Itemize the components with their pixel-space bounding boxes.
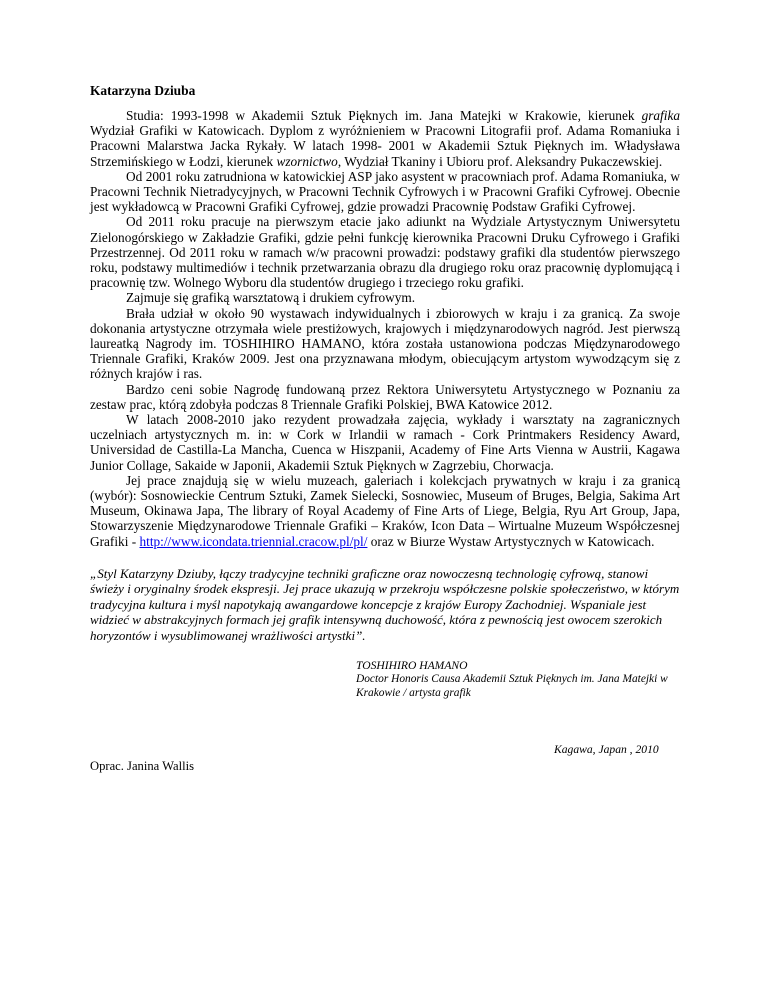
paragraph-text: Od 2011 roku pracuje na pierwszym etacie jako adiunkt na Wydziale Artystycznym Uniwersytetu Zielonogórskiego w Zakładzie Grafiki, gdzie pełni funkcję kierownika Pracowni Druku Cyfrowego i Grafiki Przestrzennej. Od 2011 roku w ramach w/w pracowni prowadzi: podstawy grafiki dla studentów pierwszego roku, podstawy multimediów i technik przetwarzania obrazu dla drugiego roku oraz pracownię dyplomującą i pracownię tzw. Wolnego Wyboru dla studentów drugiego i trzeciego roku grafiki. bbox=[90, 214, 680, 291]
body-paragraph bbox=[90, 382, 680, 412]
body-paragraph bbox=[90, 108, 680, 169]
body-paragraph bbox=[90, 473, 680, 549]
paragraph-text: Studia: 1993-1998 w Akademii Sztuk Pięknych im. Jana Matejki w Krakowie, kierunek bbox=[126, 108, 642, 123]
body-paragraph bbox=[90, 306, 680, 382]
collection-link[interactable]: http://www.icondata.triennial.cracow.pl/pl/ bbox=[139, 533, 368, 549]
italic-term: wzornictwo bbox=[276, 153, 338, 169]
body-paragraph bbox=[90, 214, 680, 290]
paragraph-text: , Wydział Tkaniny i Ubioru prof. Aleksandry Pukaczewskiej. bbox=[337, 153, 663, 169]
paragraph-text: Wydział Grafiki w Katowicach. Dyplom z wyróżnieniem w Pracowni Litografii prof. Adama Romaniuka i Pracowni Malarstwa Jacka Rykały. W latach 1998- 2001 w Akademii Sztuk Pięknych im. Władysława Strzemińskiego w Łodzi, kierunek bbox=[90, 123, 680, 169]
quote-text: „Styl Katarzyny Dziuby, łączy tradycyjne techniki graficzne oraz nowoczesną technologię cyfrową, stanowi świeży i oryginalny środek ekspresji. Jej prace ukazują w przekroju współczesne polskie społeczeństwo, w którym tradycyjna kultura i myśl napotykają awangardowe koncepcje z krajów Europy Zachodniej. Wspaniale jest widzieć w abstrakcyjnych formach jej grafik intensywną duchowość, która z pewnością jest owocem szerokich horyzontów i wysublimowanej wrażliwości artystki”. bbox=[90, 565, 680, 643]
biography-body bbox=[90, 108, 680, 549]
place-date: Kagawa, Japan , 2010 bbox=[554, 743, 659, 756]
document-page bbox=[90, 82, 680, 701]
paragraph-text: Bardzo ceni sobie Nagrodę fundowaną przez Rektora Uniwersytetu Artystycznego w Poznaniu za zestaw prac, którą zdobyła podczas 8 Triennale Grafiki Polskiej, BWA Katowice 2012. bbox=[90, 381, 680, 412]
paragraph-text: Od 2001 roku zatrudniona w katowickiej ASP jako asystent w pracowniach prof. Adama Romaniuka, w Pracowni Technik Nietradycyjnych, w Pracowni Technik Cyfrowych i w Pracowni Grafiki Cyfrowej. Obecnie jest wykładowcą w Pracowni Grafiki Cyfrowej, gdzie prowadzi Pracownię Podstaw Grafiki Cyfrowej. bbox=[90, 168, 680, 215]
paragraph-text: Jej prace znajdują się w wielu muzeach, galeriach i kolekcjach prywatnych w kraju i za granicą (wybór): Sosnowieckie Centrum Sztuki, Zamek Sielecki, Sosnowiec, Museum of Bruges, Belgia, Sakima Art Museum, Okinawa Japa, The library of Royal Academy of Fine Arts of Liege, Belgia, Ryu Art Group, Japa, Stowarzyszenie Międzynarodowe Triennale Grafiki – Kraków, Icon Data – Wirtualne Muzeum Współczesnej Grafiki - bbox=[90, 472, 680, 549]
italic-term: grafika bbox=[641, 108, 680, 123]
quote-block bbox=[90, 566, 680, 644]
paragraph-text: W latach 2008-2010 jako rezydent prowadzała zajęcia, wykłady i warsztaty na zagranicznych uczelniach artystycznych m. in: w Cork w Irlandii w ramach - Cork Printmakers Residency Award, Universidad de Castilla-La Mancha, Cuenca w Hiszpanii, Academy of Fine Arts Vienna w Austrii, Kagawa Junior Collage, Sakaide w Japonii, Akademii Sztuk Pięknych w Zagrzebiu, Chorwacja. bbox=[90, 412, 680, 473]
paragraph-text: Brała udział w około 90 wystawach indywidualnych i zbiorowych w kraju i za granicą. Za swoje dokonania artystyczne otrzymała wiele prestiżowych, krajowych i międzynarodowych nagród. Jest pierwszą laureatką Nagrody im. TOSHIHIRO HAMANO, która została ustanowiona podczas Międzynarodowego Triennale Grafiki, Kraków 2009. Jest ona przyznawana młodym, obiecującym artystom wywodzącym się z różnych krajów i ras. bbox=[90, 305, 680, 382]
paragraph-text: Zajmuje się grafiką warsztatową i drukiem cyfrowym. bbox=[126, 290, 416, 306]
author-name-heading: Katarzyna Dziuba bbox=[90, 83, 196, 98]
body-paragraph bbox=[90, 290, 680, 305]
paragraph-text: oraz w Biurze Wystaw Artystycznych w Katowicach. bbox=[367, 533, 655, 549]
prepared-by: Oprac. Janina Wallis bbox=[90, 759, 195, 773]
signature-name: TOSHIHIRO HAMANO bbox=[356, 659, 468, 673]
signature-block bbox=[356, 659, 680, 700]
body-paragraph bbox=[90, 412, 680, 473]
signature-title: Doctor Honoris Causa Akademii Sztuk Pięknych im. Jana Matejki w Krakowie / artysta grafik bbox=[356, 673, 668, 699]
body-paragraph bbox=[90, 169, 680, 215]
